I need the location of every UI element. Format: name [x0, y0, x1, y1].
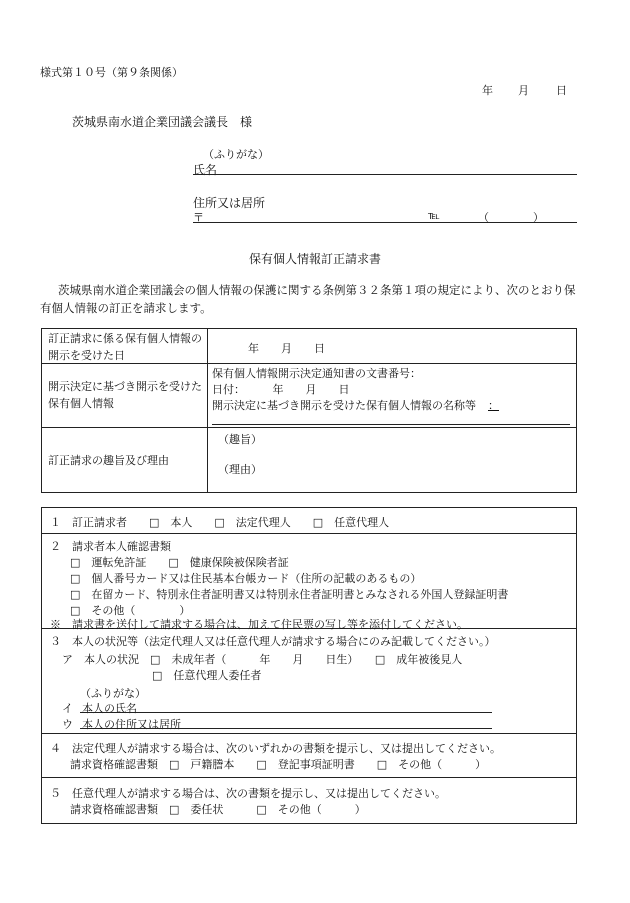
legal-rep-docs-options[interactable]: 請求資格確認書類 □ 戸籍謄本 □ 登記事項証明書 □ その他（ ）	[70, 758, 487, 771]
principal-furigana-label: （ふりがな）	[80, 687, 146, 700]
applicant-furigana-label: （ふりがな）	[203, 148, 269, 161]
table-row-divider	[41, 427, 577, 428]
date-year-label: 年	[482, 84, 493, 97]
voluntary-rep-docs-options[interactable]: 請求資格確認書類 □ 委任状 □ その他（ ）	[70, 803, 366, 816]
applicant-name-label: 氏名	[193, 163, 218, 177]
disclosed-info-label: 開示決定に基づき開示を受けた保有個人情報	[48, 380, 202, 410]
date-day-label: 日	[556, 84, 567, 97]
principal-name-prefix: イ	[62, 702, 73, 715]
intro-paragraph: 茨城県南水道企業団議会の個人情報の保護に関する条例第３２条第１項の規定により、次のとおり保有個人情報の訂正を請求します。	[40, 283, 576, 315]
notice-date-label: 日付： 年 月 日	[212, 383, 350, 396]
id-doc-option[interactable]: □ 個人番号カード又は住民基本台帳カード（住所の記載のあるもの）	[70, 572, 422, 585]
tel-parens: （ ）	[478, 211, 544, 224]
principal-status-heading: ３ 本人の状況等（法定代理人又は任意代理人が請求する場合にのみ記載してください。）	[50, 635, 496, 648]
principal-address-prefix: ウ	[62, 718, 73, 731]
principal-name-field[interactable]	[80, 712, 492, 713]
legal-rep-docs-heading: ４ 法定代理人が請求する場合は、次のいずれかの書類を提示し、又は提出してください。	[50, 742, 501, 755]
id-doc-option[interactable]: □ その他（ ）	[70, 604, 191, 617]
mail-request-note: ※ 請求書を送付して請求する場合は、加えて住民票の写し等を添付してください。	[50, 618, 468, 631]
notice-number-label: 保有個人情報開示決定通知書の文書番号：	[212, 367, 421, 380]
correction-reason-label: 訂正請求の趣旨及び理由	[48, 454, 169, 467]
id-doc-option[interactable]: □ 在留カード、特別永住者証明書又は特別永住者証明書とみなされる外国人登録証明書	[70, 588, 509, 601]
requester-type-row[interactable]: １ 訂正請求者 □ 本人 □ 法定代理人 □ 任意代理人	[50, 516, 390, 529]
document-title: 保有個人情報訂正請求書	[248, 252, 381, 266]
postal-mark: 〒	[193, 211, 204, 224]
date-month-label: 月	[518, 84, 529, 97]
principal-address-label: 本人の住所又は居所	[82, 718, 181, 731]
applicant-name-field[interactable]	[193, 174, 577, 175]
section-divider	[41, 733, 577, 734]
principal-status-row-2[interactable]: □ 任意代理人委任者	[152, 669, 262, 682]
table-divider	[207, 328, 208, 493]
disclosed-info-name-colon: ：	[488, 399, 499, 412]
principal-address-field[interactable]	[80, 728, 492, 729]
tel-label: ℡	[428, 209, 440, 222]
applicant-address-label: 住所又は居所	[193, 196, 266, 210]
disclosure-date-label: 訂正請求に係る保有個人情報の開示を受けた日	[48, 332, 202, 362]
reason-label: （理由）	[218, 463, 262, 476]
section-divider	[41, 533, 577, 534]
disclosed-info-name-field[interactable]	[212, 424, 570, 425]
id-docs-heading: ２ 請求者本人確認書類	[50, 540, 171, 553]
voluntary-rep-docs-heading: ５ 任意代理人が請求する場合は、次の書類を提示し、又は提出してください。	[50, 787, 446, 800]
principal-status-row[interactable]: ア 本人の状況 □ 未成年者（ 年 月 日生） □ 成年被後見人	[62, 653, 463, 666]
id-doc-option[interactable]: □ 運転免許証 □ 健康保険被保険者証	[70, 556, 289, 569]
purpose-label: （趣旨）	[218, 433, 262, 446]
form-number: 様式第１０号（第９条関係）	[40, 66, 183, 79]
addressee: 茨城県南水道企業団議会議長 様	[72, 115, 253, 129]
applicant-address-field[interactable]	[193, 222, 577, 223]
disclosure-date-value[interactable]: 年 月 日	[248, 342, 325, 355]
section-divider	[41, 777, 577, 778]
principal-name-label: 本人の氏名	[82, 702, 137, 715]
disclosed-info-name-label: 開示決定に基づき開示を受けた保有個人情報の名称等	[212, 399, 476, 412]
